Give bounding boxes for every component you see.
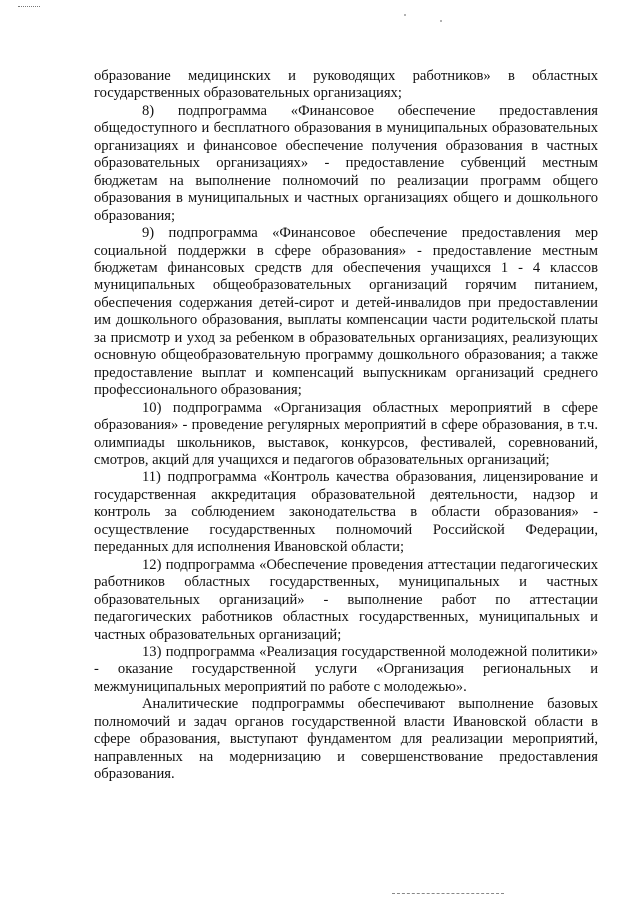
paragraph-item-12: 12) подпрограмма «Обеспечение проведения аттестации педагогических работников областных государственных, муниципальных и частных образовательных организаций» - выполнение работ по аттестации педагогических работников областных государственных, муниципальных и частных образовательных организаций; bbox=[94, 556, 598, 643]
paragraph-summary: Аналитические подпрограммы обеспечивают выполнение базовых полномочий и задач органов государственной власти Ивановской области в сфере образования, выступают фундаментом для реализации мероприятий, направленных на модернизацию и совершенствование предоставления образования. bbox=[94, 696, 598, 783]
scan-speck bbox=[404, 14, 406, 16]
scan-artifact-bottom bbox=[392, 893, 504, 894]
scan-artifact-top bbox=[18, 6, 40, 7]
paragraph-continuation: образование медицинских и руководящих работников» в областных государственных образовательных организациях; bbox=[94, 68, 598, 102]
scan-speck bbox=[440, 20, 442, 22]
paragraph-item-9: 9) подпрограмма «Финансовое обеспечение предоставления мер социальной поддержки в сфере образования» - предоставление местным бюджетам финансовых средств для обеспечения учащихся 1 - 4 классов муниципальных общеобразовательных организаций горячим питанием, обеспечения содержания детей-сирот и детей-инвалидов при предоставлении им дошкольного образования, выплаты компенсации части родительской платы за присмотр и уход за ребенком в образовательных организациях, реализующих основную общеобразовательную программу дошкольного образования; а также предоставление выплат и компенсаций выпускникам организаций среднего профессионального образования; bbox=[94, 225, 598, 399]
paragraph-item-8: 8) подпрограмма «Финансовое обеспечение предоставления общедоступного и бесплатного образования в муниципальных образовательных организациях и финансовое обеспечение получения образования в частных образовательных организациях» - предоставление субвенций местным бюджетам на выполнение полномочий по реализации программ общего образования в муниципальных и частных организациях общего и дошкольного образования; bbox=[94, 102, 598, 224]
document-page bbox=[94, 68, 598, 784]
paragraph-item-13: 13) подпрограмма «Реализация государственной молодежной политики» - оказание государственной услуги «Организация региональных и межмуниципальных мероприятий по работе с молодежью». bbox=[94, 643, 598, 695]
paragraph-item-10: 10) подпрограмма «Организация областных мероприятий в сфере образования» - проведение регулярных мероприятий в сфере образования, в т.ч. олимпиады школьников, выставок, конкурсов, фестивалей, соревнований, смотров, акций для учащихся и педагогов образовательных организаций; bbox=[94, 399, 598, 468]
paragraph-item-11: 11) подпрограмма «Контроль качества образования, лицензирование и государственная аккредитация образовательной деятельности, надзор и контроль за соблюдением законодательства в области образования» - осуществление государственных полномочий Российской Федерации, переданных для исполнения Ивановской области; bbox=[94, 469, 598, 556]
